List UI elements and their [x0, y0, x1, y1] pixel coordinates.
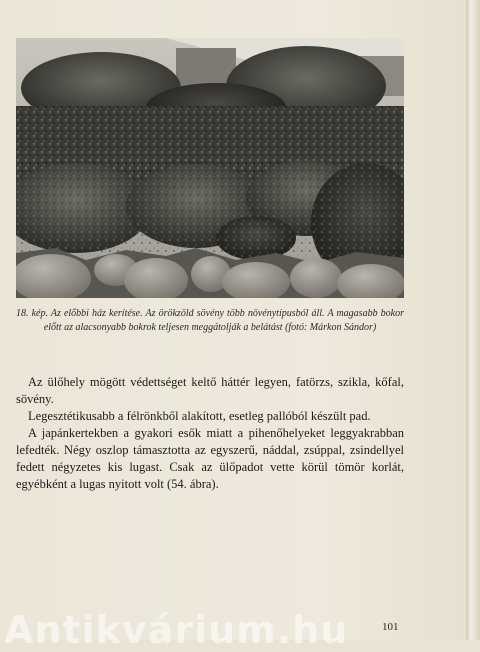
paragraph: Az ülőhely mögött védettséget keltő háttér legyen, fatörzs, szikla, kőfal, sövény. — [16, 375, 404, 406]
body-text — [16, 374, 404, 493]
watermark: Antikvárium.hu — [4, 608, 349, 652]
page-number: 101 — [382, 621, 399, 633]
paragraph: A japánkertekben a gyakori esők miatt a pihenőhelyeket leggyakrabban lefedték. Négy oszlop támasztotta az egyszerű, náddal, zsúppal, zsindellyel fedett négyzetes kis lugast. Csak az ülőpadot vette körül tömör korlát, egyébként a lugas nyitott volt (54. ábra). — [16, 426, 404, 491]
hedge-photo — [16, 38, 404, 298]
figure-caption: 18. kép. Az előbbi ház kerítése. Az örökzöld sövény több növénytípusból áll. A magasabb bokor előtt az alacsonyabb bokrok teljesen meggátolják a belátást (fotó: Márkon Sándor) — [16, 308, 404, 333]
page-edge — [466, 0, 480, 640]
paragraph: Legesztétikusabb a félrönkből alakított, esetleg pallóból készült pad. — [28, 409, 371, 423]
